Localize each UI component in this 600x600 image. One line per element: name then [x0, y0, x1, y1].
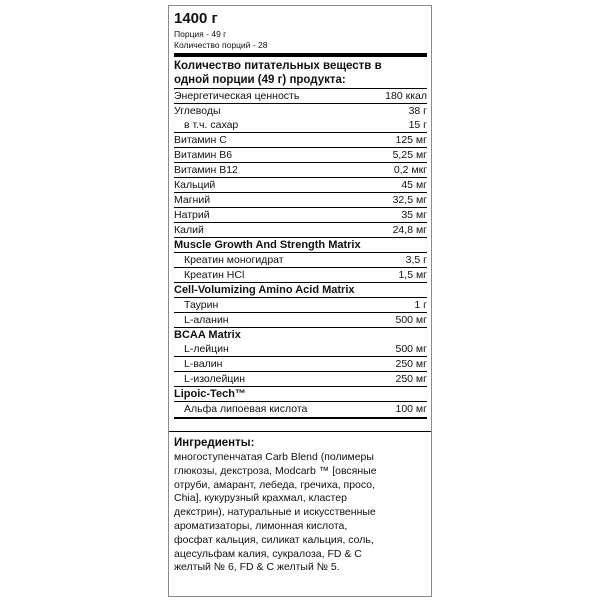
- matrix-item-value: 250 мг: [395, 373, 427, 385]
- nutrient-value: 35 мг: [401, 209, 427, 221]
- matrix-item-value: 250 мг: [395, 358, 427, 370]
- matrix-group: [174, 386, 427, 416]
- nutrient-name: Кальций: [174, 179, 216, 191]
- nutrient-row: [174, 222, 427, 237]
- nutrient-name: Витамин В12: [174, 164, 238, 176]
- nutrition-title: [174, 57, 427, 88]
- nutrient-value: 45 мг: [401, 179, 427, 191]
- ingredients-line: Chia], кукурузный крахмал, кластер: [174, 492, 347, 505]
- matrix-item-name: L-аланин: [184, 314, 229, 326]
- matrix-item-name: Креатин HCl: [184, 269, 245, 281]
- nutrition-label: [174, 11, 427, 419]
- matrix-item: [174, 401, 427, 416]
- matrix-group-title: Cell-Volumizing Amino Acid Matrix: [174, 282, 427, 297]
- nutrient-row: [174, 118, 427, 132]
- matrix-item: [174, 371, 427, 386]
- serving-size: Порция - 49 г: [174, 29, 227, 39]
- matrix-item: [174, 312, 427, 327]
- nutrient-value: 0,2 мкг: [393, 164, 427, 176]
- matrix-item-name: Альфа липоевая кислота: [184, 403, 308, 415]
- nutrient-name: Магний: [174, 194, 211, 206]
- matrix-group: [174, 327, 427, 386]
- matrix-item-name: L-лейцин: [184, 343, 229, 355]
- matrix-item-value: 1 г: [414, 299, 427, 311]
- nutrition-title-line1: Количество питательных веществ в: [174, 60, 382, 72]
- ingredients-line: отруби, амарант, лебеда, гречиха, просо,: [174, 478, 376, 491]
- nutrient-row: [174, 132, 427, 147]
- matrix-item-value: 500 мг: [395, 314, 427, 326]
- matrix-item: [174, 252, 427, 267]
- matrix-item-name: Креатин моногидрат: [184, 254, 284, 266]
- nutrient-row: [174, 177, 427, 192]
- nutrient-name: Витамин С: [174, 134, 227, 146]
- ingredients-text: [174, 451, 426, 575]
- nutrient-row: [174, 207, 427, 222]
- ingredients-line: глюкозы, декстроза, Modcarb ™ [овсяные: [174, 464, 377, 477]
- matrix-group-title: Lipoic-Tech™: [174, 386, 427, 401]
- nutrient-value: 24,8 мг: [392, 224, 427, 236]
- matrix-group-title: BCAA Matrix: [174, 327, 427, 342]
- nutrient-row: [174, 162, 427, 177]
- nutrient-name: Энергетическая ценность: [174, 90, 300, 102]
- nutrition-title-line2: одной порции (49 г) продукта:: [174, 74, 346, 86]
- matrix-item: [174, 342, 427, 356]
- ingredients-line: желтый № 6, FD & C желтый № 5.: [174, 561, 340, 574]
- nutrient-value: 38 г: [408, 105, 427, 117]
- matrix-item-value: 3,5 г: [405, 254, 427, 266]
- matrix-item-value: 500 мг: [395, 343, 427, 355]
- matrix-group: [174, 282, 427, 327]
- matrix-group: [174, 237, 427, 282]
- nutrient-name: Витамин В6: [174, 149, 233, 161]
- nutrient-name: Углеводы: [174, 105, 221, 117]
- ingredients-line: ацесульфам калия, сукралоза, FD & C: [174, 547, 362, 560]
- nutrient-row: [174, 192, 427, 207]
- nutrient-value: 180 ккал: [385, 90, 427, 102]
- nutrient-row: [174, 147, 427, 162]
- nutrient-name: Калий: [174, 224, 204, 236]
- table-end-divider: [174, 417, 427, 419]
- matrix-group-title: Muscle Growth And Strength Matrix: [174, 237, 427, 252]
- matrix-item-name: L-изолейцин: [184, 373, 246, 385]
- nutrient-value: 5,25 мг: [392, 149, 427, 161]
- nutrient-value: 32,5 мг: [392, 194, 427, 206]
- ingredients-line: фосфат кальция, силикат кальция, соль,: [174, 533, 374, 546]
- nutrition-label-panel: [168, 5, 432, 597]
- matrix-item-name: Таурин: [184, 299, 219, 311]
- ingredients-line: ароматизаторы, лимонная кислота,: [174, 519, 348, 532]
- nutrient-name: в т.ч. сахар: [184, 119, 239, 131]
- ingredients-title: Ингредиенты:: [174, 437, 255, 449]
- matrix-item-value: 1,5 мг: [398, 269, 427, 281]
- ingredients-line: декстрин), натуральные и искусственные: [174, 506, 376, 519]
- nutrient-row: [174, 88, 427, 103]
- nutrient-value: 15 г: [408, 119, 427, 131]
- nutrient-name: Натрий: [174, 209, 210, 221]
- matrix-item-name: L-валин: [184, 358, 223, 370]
- ingredients-line: многоступенчатая Carb Blend (полимеры: [174, 451, 374, 463]
- matrix-item-value: 100 мг: [395, 403, 427, 415]
- servings-count: Количество порций - 28: [174, 40, 268, 50]
- matrix-item: [174, 267, 427, 282]
- nutrient-value: 125 мг: [395, 134, 427, 146]
- matrix-item: [174, 297, 427, 312]
- matrix-item: [174, 356, 427, 371]
- nutrient-row: [174, 103, 427, 118]
- ingredients-section: [169, 431, 431, 575]
- nutrient-rows: [174, 88, 427, 237]
- package-weight: 1400 г: [174, 10, 218, 27]
